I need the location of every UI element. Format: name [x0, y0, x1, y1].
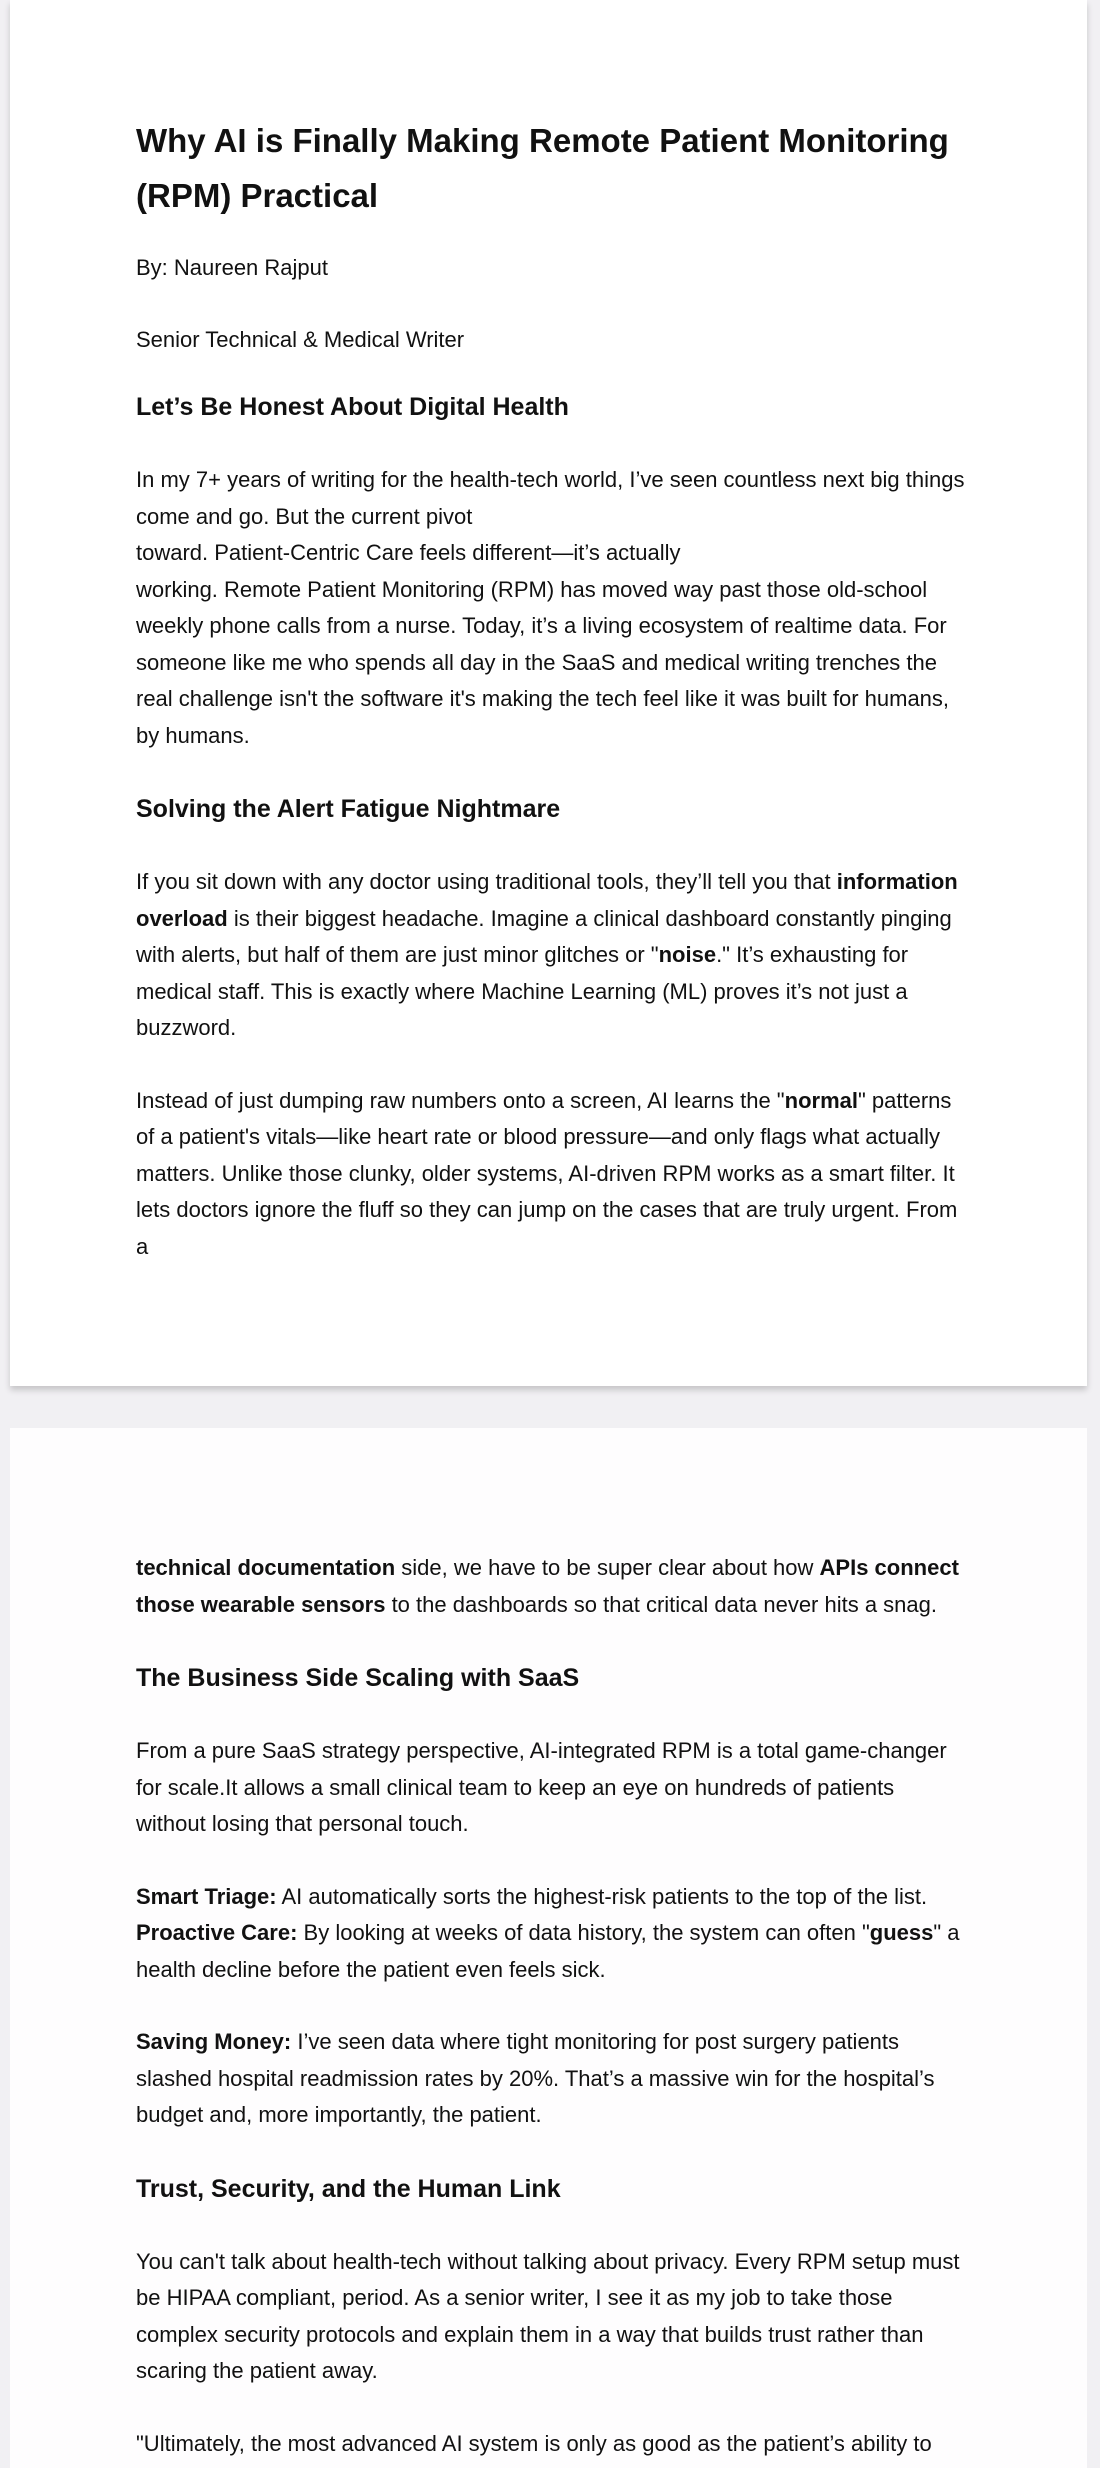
- document-page-2: [10, 1428, 1087, 2468]
- text-run: Instead of just dumping raw numbers onto a screen, AI learns the ": [136, 1087, 785, 1113]
- author-role: Senior Technical & Medical Writer: [136, 327, 465, 352]
- text-run: is their biggest headache. Imagine a clinical dashboard constantly pinging with alerts, but half of them are just minor glitches or ": [136, 905, 952, 967]
- bold-run: information overload: [136, 869, 958, 931]
- section-heading-business-saas: The Business Side Scaling with SaaS: [136, 1664, 580, 1692]
- paragraph-intro-part-c: working. Remote Patient Monitoring (RPM) has moved way past those old-school weekly phone calls from a nurse. Today, it’s a living ecosystem of realtime data. For someone like me who spends all day in the SaaS and medical writing trenches the real challenge isn't the software it's making the tech feel like it was built for humans, by humans.: [136, 576, 950, 748]
- text-run: ." It’s exhausting for medical staff. This is exactly where Machine Learning (ML) proves it’s not just a buzzword.: [136, 942, 909, 1040]
- text-run: If you sit down with any doctor using traditional tools, they’ll tell you that: [136, 869, 837, 894]
- section-heading-alert-fatigue: Solving the Alert Fatigue Nightmare: [136, 795, 561, 823]
- bold-run: Proactive Care:: [136, 1920, 298, 1945]
- paragraph-triage-proactive: [136, 1879, 969, 1989]
- article-title: Why AI is Finally Making Remote Patient Monitoring (RPM) Practical: [136, 122, 949, 214]
- bold-run: normal: [784, 1087, 858, 1113]
- paragraph-intro-part-b: toward. Patient-Centric Care feels different—it’s actually: [136, 540, 681, 565]
- paragraph-intro: [136, 462, 969, 754]
- text-run: side, we have to be super clear about how: [395, 1555, 820, 1580]
- bold-run: technical documentation: [136, 1555, 396, 1580]
- paragraph-saving-money: [136, 2024, 969, 2134]
- paragraph-continuation: [136, 1550, 969, 1623]
- paragraph-quote: "Ultimately, the most advanced AI system is only as good as the patient’s ability to: [136, 2430, 932, 2456]
- bold-run: noise: [658, 942, 717, 967]
- text-run: I’ve seen data where tight monitoring for post surgery patients slashed hospital readmission rates by 20%. That’s a massive win for the hospital’s budget and, more importantly, the patient.: [136, 2029, 935, 2127]
- text-run: AI automatically sorts the highest-risk patients to the top of the list.: [276, 1883, 928, 1909]
- document-page-1: [10, 0, 1087, 1386]
- section-heading-trust-security: Trust, Security, and the Human Link: [136, 2174, 561, 2203]
- paragraph-intro-part-a: In my 7+ years of writing for the health-tech world, I’ve seen countless next big things come and go. But the current pivot: [136, 467, 965, 529]
- text-run: to the dashboards so that critical data never hits a snag.: [385, 1591, 937, 1617]
- paragraph-saas-strategy: From a pure SaaS strategy perspective, AI-integrated RPM is a total game-changer for scale.It allows a small clinical team to keep an eye on hundreds of patients without losing that personal touch.: [136, 1738, 947, 1836]
- paragraph-smart-filter: [136, 1083, 969, 1266]
- paragraph-privacy: You can't talk about health-tech without talking about privacy. Every RPM setup must be HIPAA compliant, period. As a senior writer, I see it as my job to take those complex security protocols and explain them in a way that builds trust rather than scaring the patient away.: [136, 2248, 960, 2383]
- author-byline: By: Naureen Rajput: [136, 255, 328, 280]
- text-run: " patterns of a patient's vitals—like heart rate or blood pressure—and only flags what actually matters. Unlike those clunky, older systems, AI-driven RPM works as a smart filter. It lets doctors ignore the fluff so they can jump on the cases that are truly urgent. From a: [136, 1087, 958, 1259]
- bold-run: guess: [869, 1920, 934, 1945]
- text-run: " a health decline before the patient even feels sick.: [136, 1920, 960, 1982]
- section-heading-digital-health: Let’s Be Honest About Digital Health: [136, 393, 569, 421]
- bold-run: APIs connect those wearable sensors: [136, 1555, 959, 1617]
- text-run: By looking at weeks of data history, the system can often ": [297, 1920, 870, 1945]
- bold-run: Saving Money:: [136, 2029, 292, 2054]
- paragraph-alert-fatigue: [136, 864, 969, 1047]
- bold-run: Smart Triage:: [136, 1883, 277, 1909]
